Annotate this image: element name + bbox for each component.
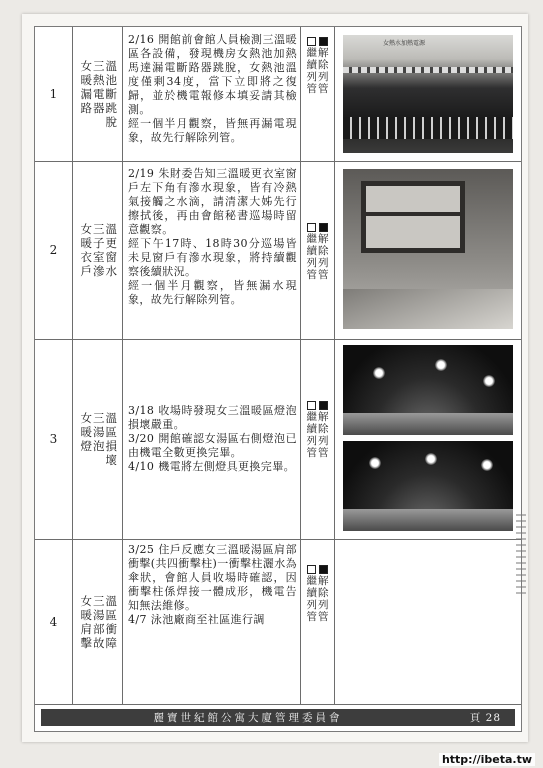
organization-name: 麗寶世紀館公寓大廈管理委員會 — [153, 712, 343, 724]
issue-description — [128, 33, 297, 145]
description-paragraph: 2/16 開館前會館人員檢測三溫暖區各設備，發現機房女熱池加熱馬達漏電斷路器跳脫，女熱池溫度僅剩34度，當下立即將之復歸，並於機電報修本填妥請其檢測。 — [128, 33, 297, 116]
row-number: 2 — [49, 243, 58, 257]
status-options — [303, 401, 332, 459]
description-paragraph: 3/18 收場時發現女三溫暖區燈泡損壞嚴重。 — [128, 404, 297, 431]
site-watermark: http://ibeta.tw — [439, 753, 535, 766]
release-checkbox[interactable] — [319, 401, 328, 410]
description-paragraph: 經一個半月觀察，皆無漏水現象，故先行解除列管。 — [128, 279, 297, 306]
release-checkbox[interactable] — [319, 37, 328, 46]
description-paragraph: 3/25 住戶反應女三溫暖湯區肩部衝擊(共四衝擊柱)一衝擊柱灑水為傘狀，會館人員收場時確認，因衝擊柱係焊接一體成形，機電告知無法維修。 — [128, 543, 297, 612]
ceiling-lights-photo — [343, 345, 513, 435]
description-paragraph: 經一個半月觀察，皆無再漏電現象，故先行解除列管。 — [128, 117, 297, 144]
description-paragraph: 2/19 朱財委告知三溫暖更衣室窗戶左下角有滲水現象，皆有冷熱氣接觸之水滴，請清潔大姊先行擦拭後，再由會館秘書巡場時留意觀察。 — [128, 167, 297, 236]
issue-description — [128, 543, 297, 627]
status-options — [303, 223, 332, 281]
issue-title: 女三溫 暖子更 衣室窗 戶滲水 — [80, 222, 118, 278]
row-number: 3 — [49, 432, 58, 446]
photo-caption: 女熱水加熱電源 — [383, 40, 426, 47]
status-options — [303, 565, 332, 623]
continue-checkbox[interactable] — [307, 401, 316, 410]
continue-label: 繼 續 列 管 — [306, 575, 317, 623]
description-paragraph: 4/10 機電將左側燈具更換完畢。 — [128, 460, 295, 473]
row-number: 1 — [49, 87, 58, 101]
handwritten-margin-note — [516, 514, 526, 594]
machine-room-photo — [343, 35, 513, 153]
description-paragraph: 4/7 泳池廠商至社區進行調 — [128, 613, 265, 626]
release-checkbox[interactable] — [319, 565, 328, 574]
continue-checkbox[interactable] — [307, 37, 316, 46]
issue-title: 女三溫 暖湯區 燈泡損 壞 — [80, 411, 118, 467]
table-row — [35, 161, 521, 340]
status-options — [303, 37, 332, 95]
table-row — [35, 339, 521, 540]
table-row — [35, 27, 521, 162]
issue-description — [128, 404, 297, 474]
issue-title: 女三溫 暖熱池 漏電斷 路器跳 脫 — [80, 59, 118, 129]
window-photo — [343, 169, 513, 329]
issue-description — [128, 167, 297, 307]
table-row — [35, 539, 521, 705]
continue-label: 繼 續 列 管 — [306, 411, 317, 459]
page-number: 頁 28 — [469, 712, 501, 724]
release-label: 解 除 列 管 — [318, 411, 329, 459]
description-paragraph: 3/20 開館確認女湯區右側燈泡已由機電全數更換完畢。 — [128, 432, 297, 459]
row-number: 4 — [49, 615, 58, 629]
release-label: 解 除 列 管 — [318, 233, 329, 281]
release-label: 解 除 列 管 — [318, 47, 329, 95]
continue-checkbox[interactable] — [307, 223, 316, 232]
ceiling-lights-photo — [343, 441, 513, 531]
release-label: 解 除 列 管 — [318, 575, 329, 623]
document-page — [22, 14, 528, 742]
continue-checkbox[interactable] — [307, 565, 316, 574]
issue-table — [34, 26, 522, 732]
footer-bar — [41, 709, 515, 726]
page-footer — [35, 704, 521, 731]
continue-label: 繼 續 列 管 — [306, 47, 317, 95]
issue-title: 女三溫 暖湯區 肩部衝 擊故障 — [80, 594, 118, 650]
description-paragraph: 經下午17時、18時30分巡場皆未見窗戶有滲水現象，將持續觀察後續狀況。 — [128, 237, 297, 278]
release-checkbox[interactable] — [319, 223, 328, 232]
continue-label: 繼 續 列 管 — [306, 233, 317, 281]
